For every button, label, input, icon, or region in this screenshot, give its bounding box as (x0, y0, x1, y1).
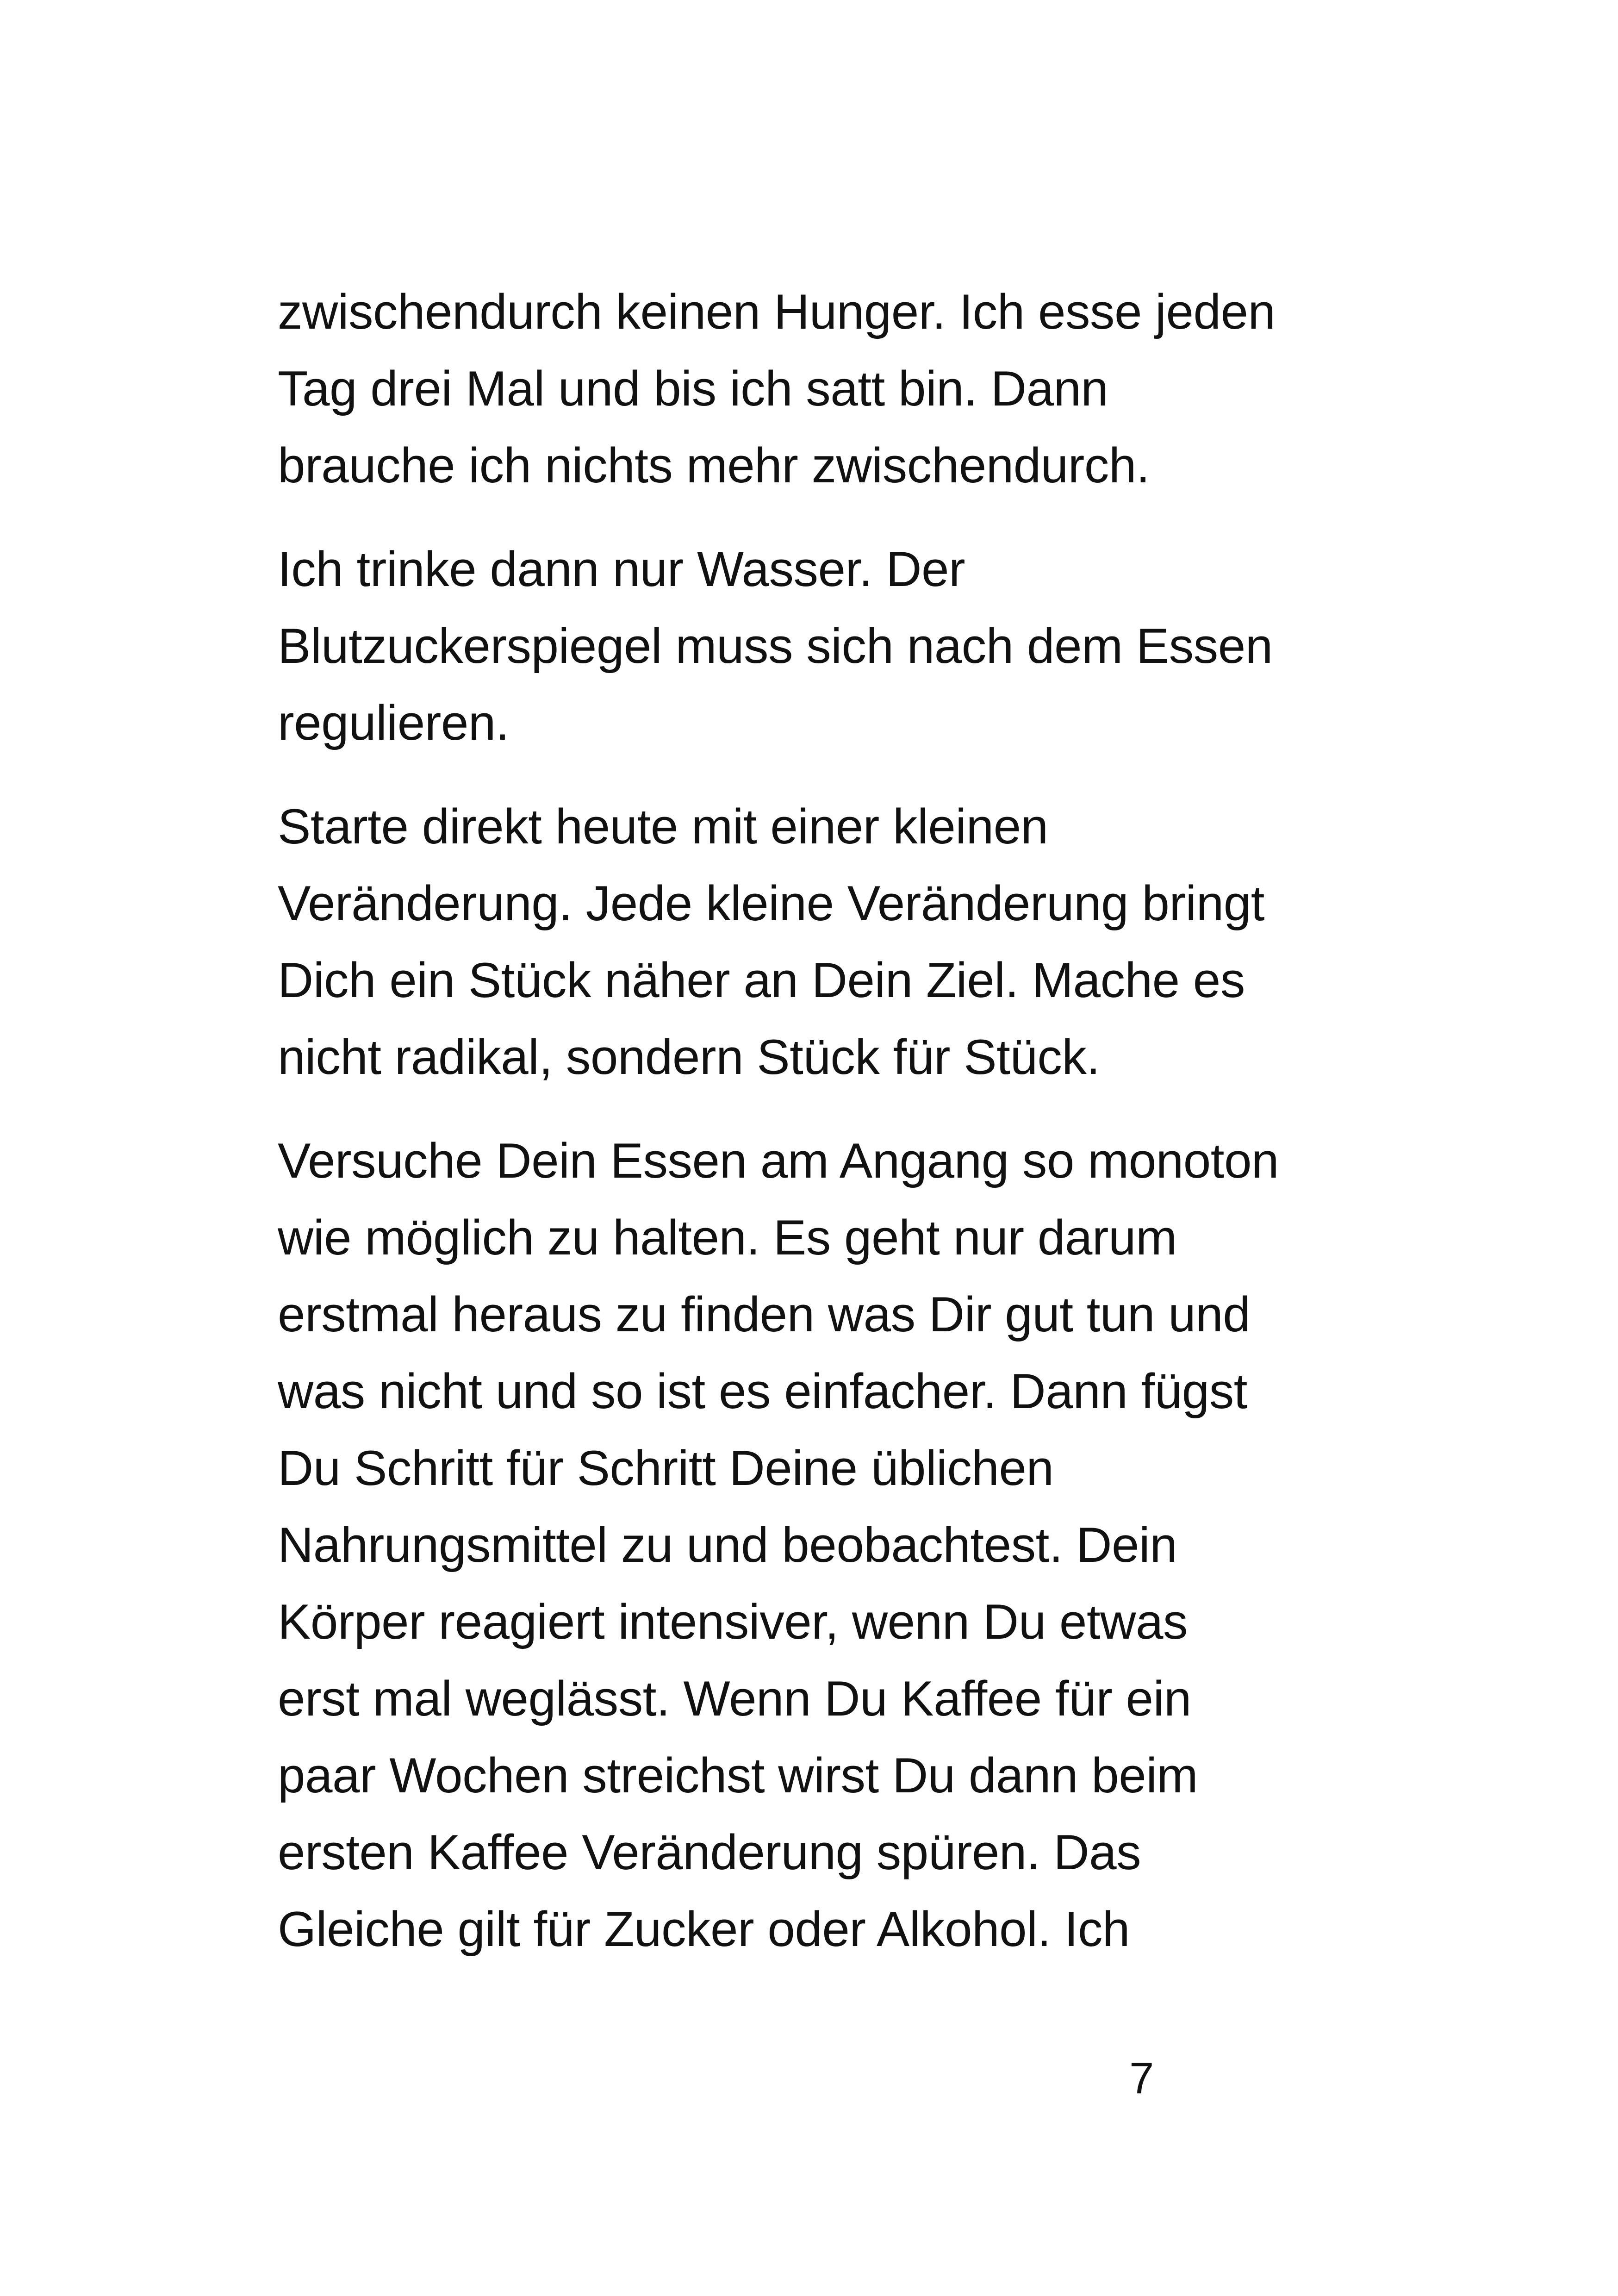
text-line: nicht radikal, sondern Stück für Stück. (278, 1029, 1100, 1085)
text-line: Gleiche gilt für Zucker oder Alkohol. Ich (278, 1901, 1130, 1957)
text-line: paar Wochen streichst wirst Du dann beim (278, 1747, 1198, 1803)
text-line: ersten Kaffee Veränderung spüren. Das (278, 1824, 1141, 1880)
paragraph (278, 530, 1398, 761)
text-line: erst mal weglässt. Wenn Du Kaffee für ein (278, 1671, 1191, 1726)
text-line: Ich trinke dann nur Wasser. Der (278, 541, 965, 597)
text-line: Versuche Dein Essen am Angang so monoton (278, 1133, 1279, 1188)
paragraph (278, 788, 1398, 1095)
page-number: 7 (1129, 2053, 1154, 2103)
text-line: regulieren. (278, 695, 510, 750)
text-line: brauche ich nichts mehr zwischendurch. (278, 437, 1150, 493)
text-line: erstmal heraus zu finden was Dir gut tun und (278, 1286, 1251, 1342)
body-text (278, 273, 1398, 1994)
text-line: Veränderung. Jede kleine Veränderung bringt (278, 875, 1264, 931)
paragraph (278, 273, 1398, 504)
text-line: wie möglich zu halten. Es geht nur darum (278, 1210, 1177, 1265)
text-line: Körper reagiert intensiver, wenn Du etwas (278, 1594, 1188, 1649)
text-line: Dich ein Stück näher an Dein Ziel. Mache es (278, 952, 1245, 1008)
text-line: Blutzuckerspiegel muss sich nach dem Essen (278, 618, 1273, 674)
text-line: was nicht und so ist es einfacher. Dann fügst (278, 1363, 1247, 1419)
text-line: Tag drei Mal und bis ich satt bin. Dann (278, 361, 1108, 416)
paragraph (278, 1122, 1398, 1967)
text-line: Nahrungsmittel zu und beobachtest. Dein (278, 1517, 1177, 1572)
text-line: zwischendurch keinen Hunger. Ich esse jeden (278, 284, 1276, 339)
text-line: Du Schritt für Schritt Deine üblichen (278, 1440, 1054, 1496)
text-line: Starte direkt heute mit einer kleinen (278, 799, 1048, 854)
